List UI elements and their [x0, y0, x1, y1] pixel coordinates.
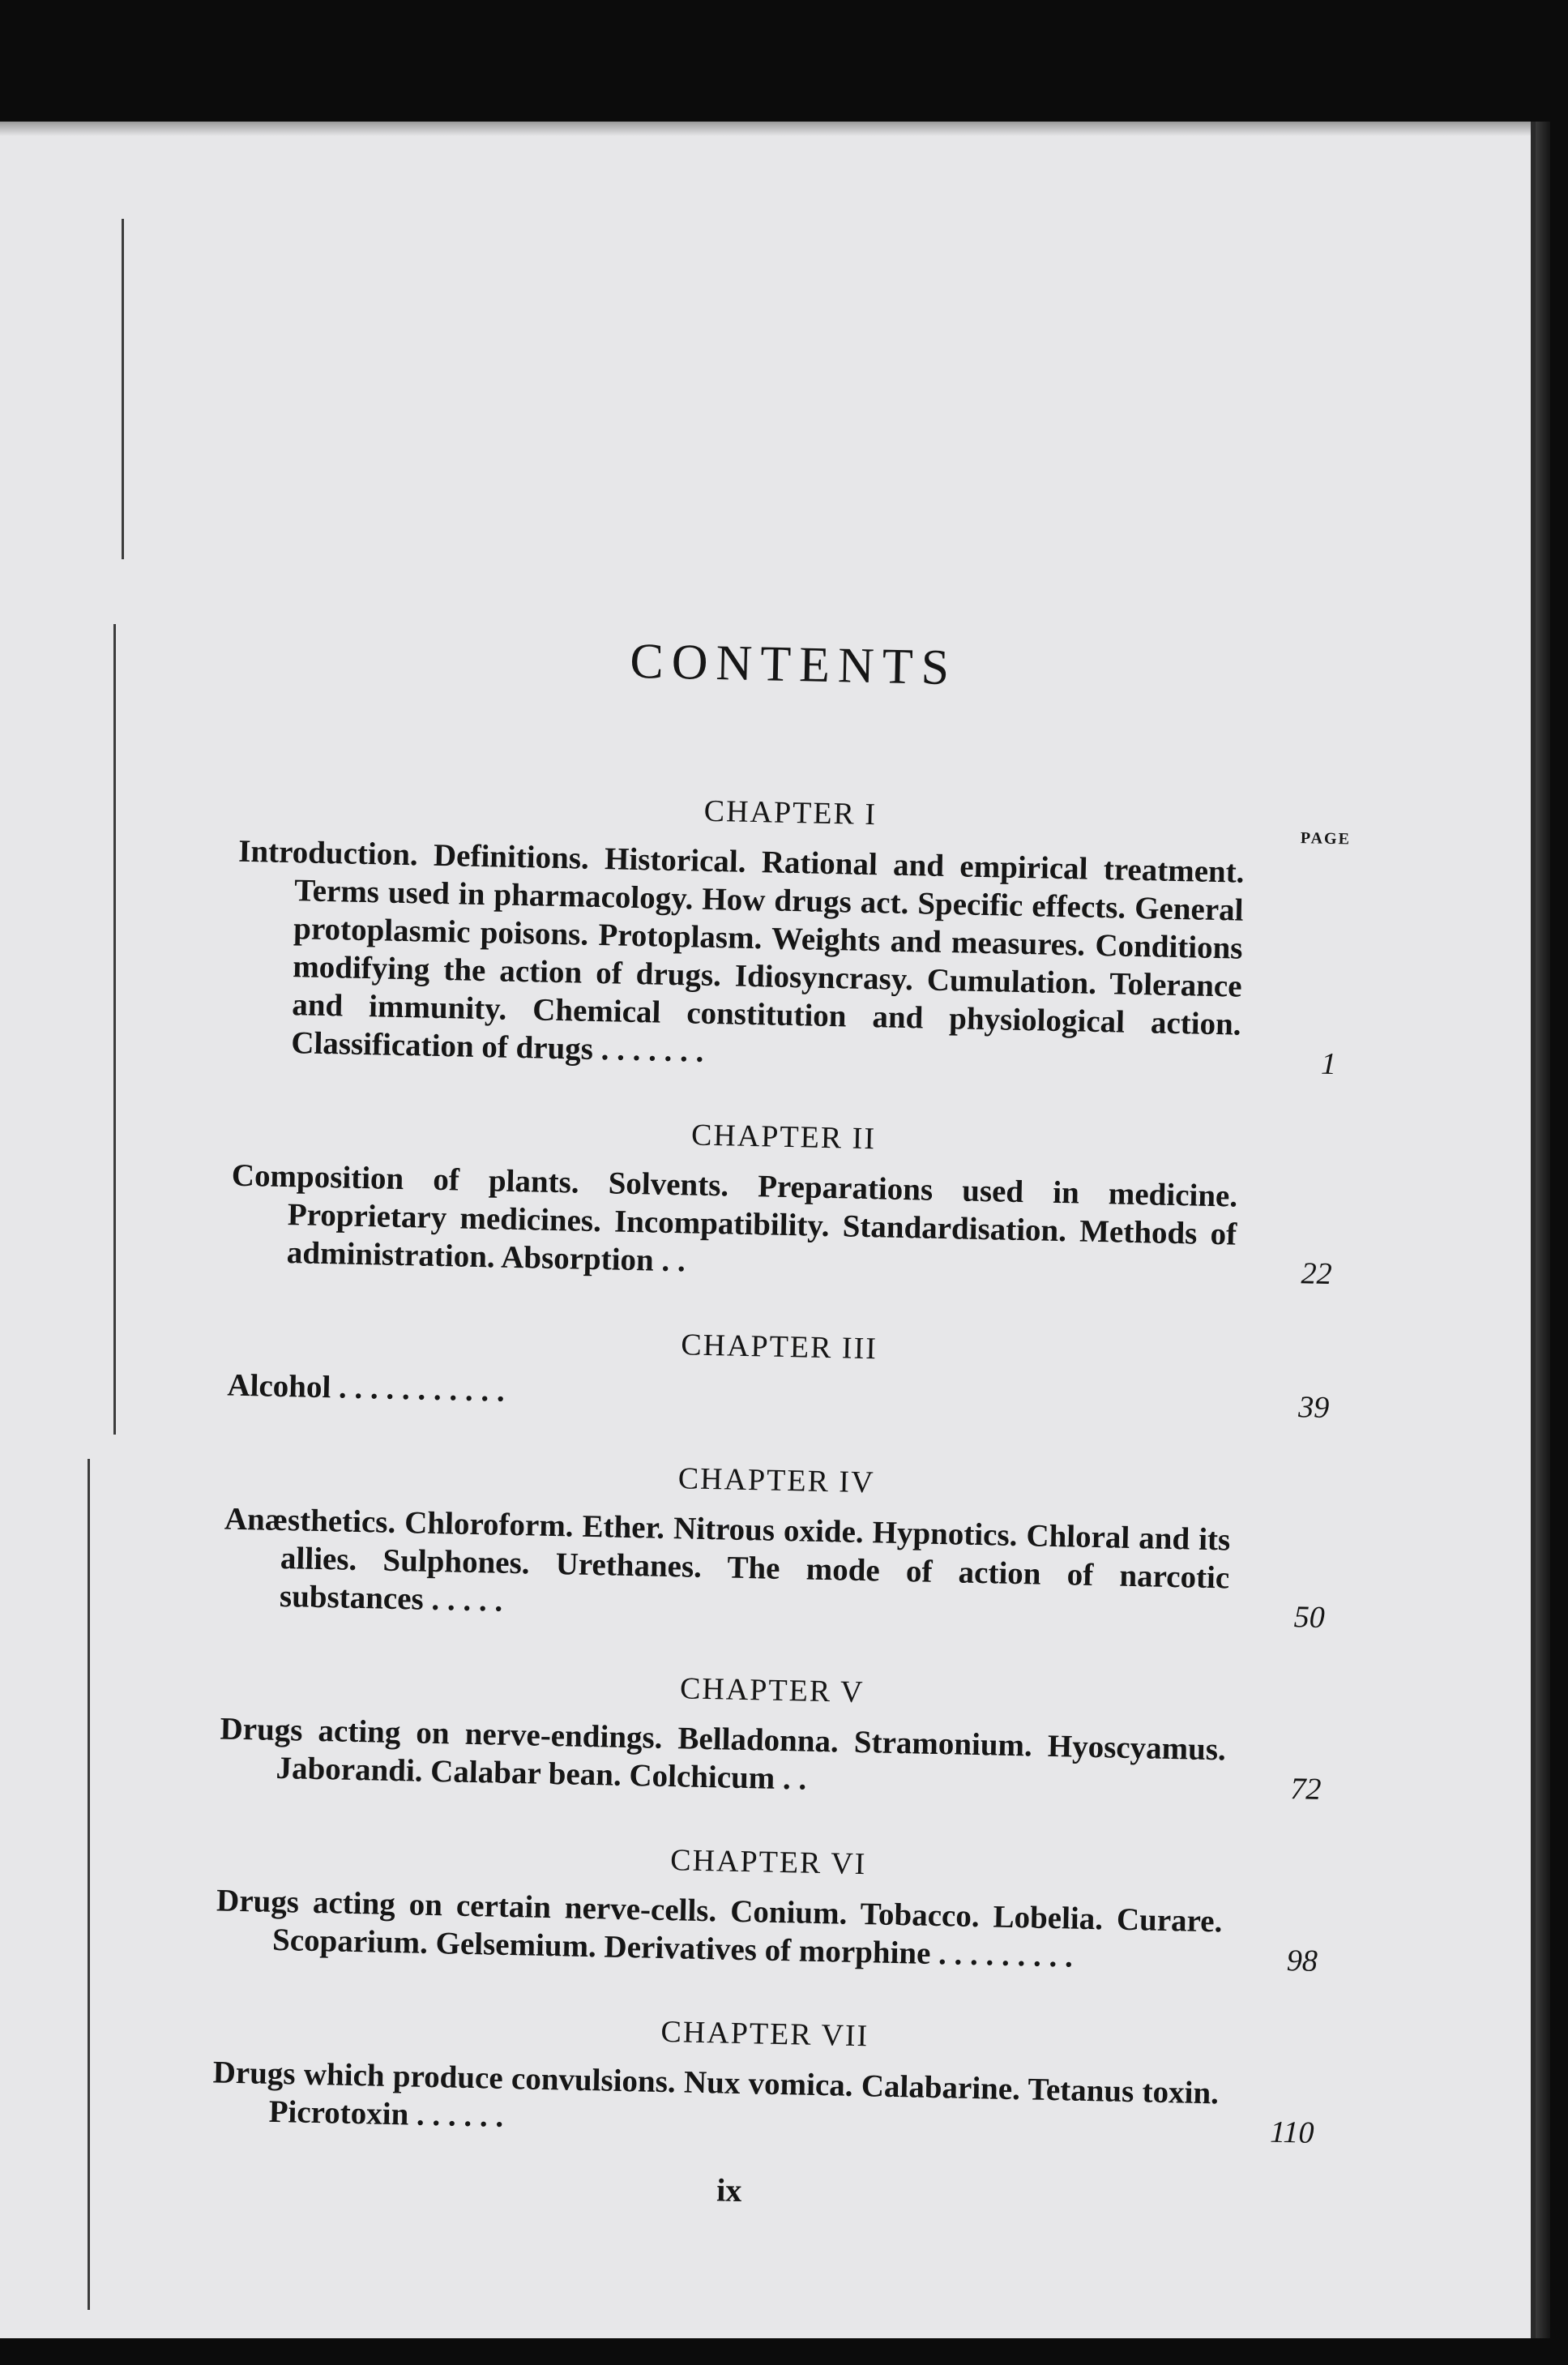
- chapter-page-number: 22: [1301, 1256, 1333, 1292]
- chapter-page-number: 50: [1293, 1600, 1326, 1635]
- chapter-text: Introduction. Definitions. Historical. Rational and empirical treatment. Terms used in pharmacology. How drugs act. Specific effects. General protoplasmic poisons. Protoplasm. Weights and measures. Conditions modifying the action of drugs. Idiosyncrasy. Cumulation. Tolerance and immunity. Chemical constitution and physiological action. Classification of drugs . . . . . . .: [237, 833, 1245, 1069]
- gutter-line: [122, 219, 124, 559]
- chapter-body: [216, 1881, 1319, 1980]
- chapter-body: [229, 1157, 1334, 1294]
- chapter-entry: [234, 784, 1342, 1084]
- chapter-body: [219, 1709, 1322, 1808]
- chapter-heading: CHAPTER IV: [677, 1461, 875, 1500]
- chapter-page-number: 39: [1297, 1390, 1330, 1426]
- contents-title: CONTENTS: [629, 633, 958, 696]
- chapter-heading: CHAPTER I: [703, 793, 878, 832]
- chapter-entry: [229, 1108, 1335, 1294]
- chapter-text: Drugs which produce convulsions. Nux vomica. Calabarine. Tetanus toxin. Picrotoxin . . . . . .: [212, 2055, 1220, 2134]
- chapter-entry: [223, 1452, 1328, 1637]
- chapter-page-number: 98: [1286, 1944, 1318, 1978]
- chapter-page-number: 110: [1269, 2115, 1314, 2150]
- gutter-line: [113, 624, 116, 1435]
- chapter-page-number: 1: [1320, 1046, 1337, 1082]
- chapter-body: [211, 2053, 1315, 2152]
- folio-page-number: ix: [716, 2171, 742, 2209]
- chapter-text: Anæsthetics. Chloroform. Ether. Nitrous oxide. Hypnotics. Chloral and its allies. Sulphones. Urethanes. The mode of action of narcotic substances . . . . .: [224, 1501, 1231, 1619]
- chapter-heading: CHAPTER II: [690, 1118, 877, 1157]
- page-top-shadow: [0, 122, 1531, 136]
- chapter-heading: CHAPTER V: [679, 1671, 865, 1710]
- chapter-page-number: 72: [1289, 1772, 1322, 1807]
- gutter-line: [88, 1459, 90, 2310]
- contents-listing: [210, 625, 1352, 2222]
- chapter-text: Drugs acting on certain nerve-cells. Conium. Tobacco. Lobelia. Curare. Scoparium. Gelsemium. Derivatives of morphine . . . . . . . . .: [216, 1883, 1223, 1974]
- chapter-body: [234, 832, 1341, 1084]
- chapter-text: Alcohol . . . . . . . . . . .: [227, 1367, 506, 1409]
- chapter-entry: [219, 1661, 1323, 1808]
- chapter-entry: [227, 1318, 1331, 1427]
- chapter-entry: [211, 2004, 1316, 2152]
- chapter-body: [227, 1366, 1330, 1427]
- chapter-heading: CHAPTER VI: [669, 1843, 867, 1882]
- page-edge: [1536, 122, 1550, 2338]
- chapter-heading: CHAPTER VII: [660, 2014, 869, 2054]
- chapter-heading: CHAPTER III: [680, 1328, 878, 1366]
- book-page: [0, 122, 1536, 2338]
- chapter-text: Drugs acting on nerve-endings. Belladonna. Stramonium. Hyoscyamus. Jaborandi. Calabar bean. Colchicum . .: [220, 1711, 1227, 1797]
- chapter-entry: [216, 1833, 1320, 1980]
- chapter-text: Composition of plants. Solvents. Preparations used in medicine. Proprietary medicines. Incompatibility. Standardisation. Methods of administration. Absorption . .: [231, 1157, 1238, 1279]
- page-column-label: PAGE: [1300, 829, 1352, 849]
- chapter-body: [223, 1500, 1327, 1637]
